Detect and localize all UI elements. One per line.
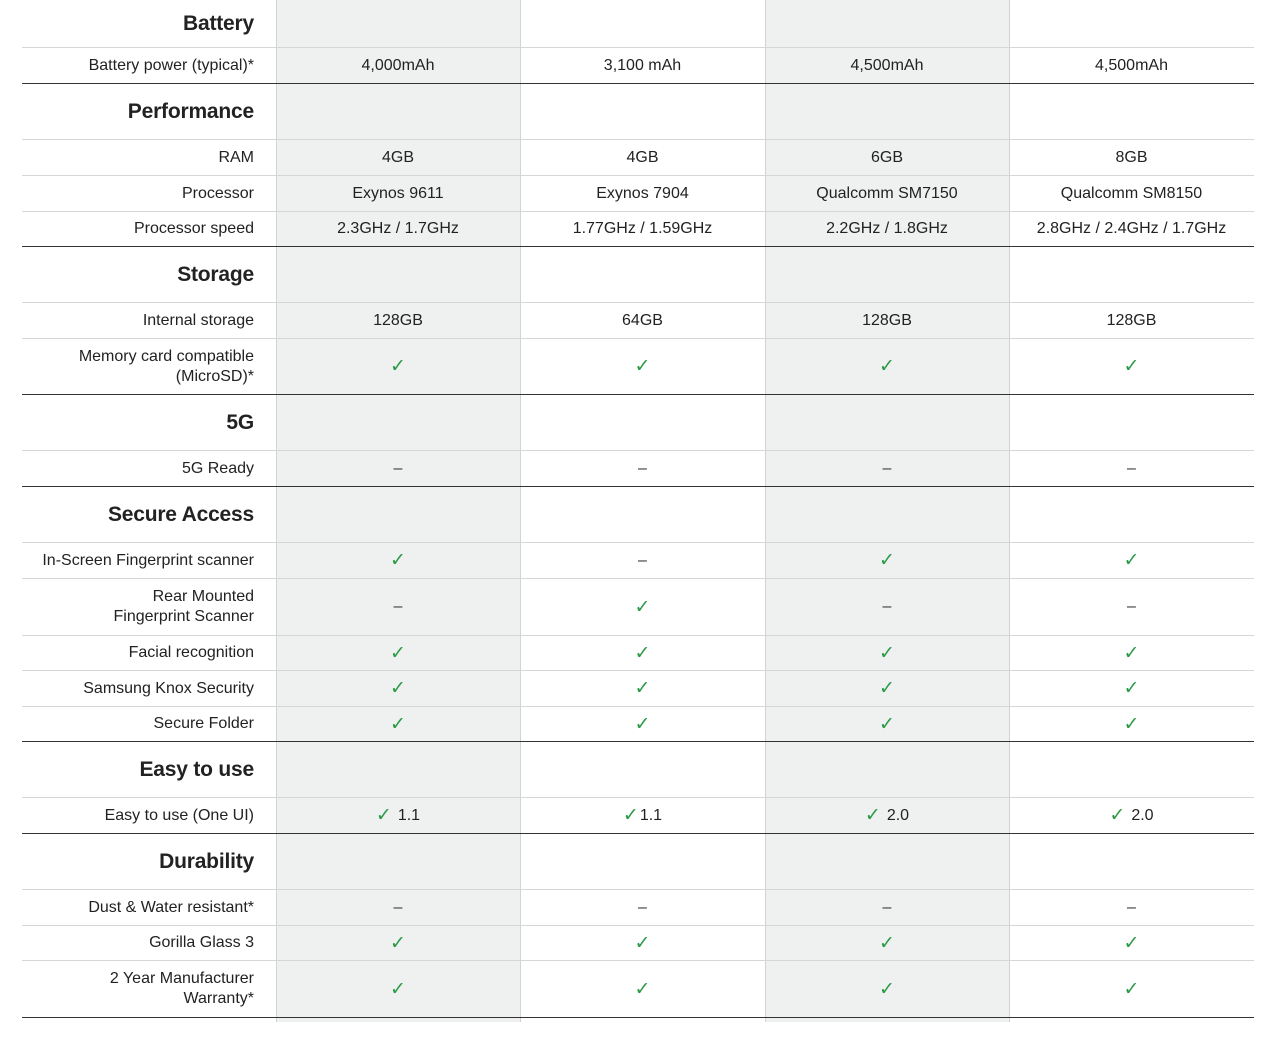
check-icon: ✓ (879, 678, 895, 699)
spec-cell (520, 899, 765, 917)
check-icon: ✓ (1123, 713, 1140, 735)
spec-value: 6GB (870, 148, 903, 166)
spec-label: 5G Ready (181, 459, 254, 477)
spec-cell (1009, 220, 1254, 238)
section-header-performance (22, 84, 1254, 140)
spec-cell (276, 460, 520, 478)
spec-value: 1.77GHz / 1.59GHz (572, 220, 713, 237)
spec-row-dust-water-resistant (22, 890, 1254, 926)
dash-icon: – (882, 898, 892, 916)
spec-value: Qualcomm SM7150 (816, 184, 958, 202)
dash-icon: – (1127, 898, 1136, 916)
spec-cell (276, 932, 520, 955)
check-icon: ✓ (390, 932, 406, 954)
spec-row-facial-recognition (22, 636, 1254, 671)
spec-label: Secure Folder (153, 715, 254, 732)
section-title: Battery (183, 11, 254, 35)
spec-cell (276, 549, 520, 572)
version-text: 2.0 (1131, 806, 1154, 824)
spec-value: 128GB (862, 311, 912, 329)
check-icon: ✓ (1123, 932, 1140, 954)
version-text: 2.0 (886, 806, 910, 824)
spec-row-easy-to-use-one-ui (22, 798, 1254, 834)
spec-row-internal-storage (22, 303, 1254, 339)
version-text: 1.1 (397, 806, 421, 824)
spec-cell (276, 713, 520, 736)
check-icon: ✓ (879, 642, 895, 664)
dash-icon: – (638, 898, 647, 916)
dash-icon: – (1127, 598, 1136, 615)
check-icon: ✓ (879, 550, 895, 571)
check-icon: ✓ (1123, 356, 1140, 377)
spec-cell (520, 149, 765, 167)
dash-icon: – (882, 598, 892, 615)
spec-value: 128GB (1106, 311, 1157, 329)
spec-cell (276, 220, 520, 238)
spec-label: Rear Mounted Fingerprint Scanner (113, 588, 254, 625)
spec-cell (765, 642, 1009, 665)
spec-cell (765, 149, 1009, 167)
spec-cell (765, 899, 1009, 917)
spec-cell (520, 460, 765, 478)
section-title: Durability (159, 849, 254, 873)
spec-value: Qualcomm SM8150 (1060, 184, 1203, 202)
spec-cell (765, 220, 1009, 238)
spec-cell (520, 596, 765, 619)
check-icon: ✓ (634, 978, 651, 1000)
section-title: 5G (226, 410, 254, 434)
check-icon: ✓ (1109, 805, 1126, 826)
dash-icon: – (638, 551, 647, 569)
check-with-version (623, 804, 662, 827)
spec-cell (765, 185, 1009, 203)
spec-cell (765, 355, 1009, 378)
spec-cell (1009, 549, 1254, 572)
check-icon: ✓ (1123, 678, 1140, 699)
spec-cell (520, 220, 765, 238)
check-with-version (1109, 804, 1153, 827)
check-icon: ✓ (634, 678, 651, 699)
check-icon: ✓ (879, 932, 895, 954)
spec-label: Gorilla Glass 3 (149, 934, 254, 951)
spec-cell (520, 932, 765, 955)
section-title: Secure Access (107, 502, 254, 526)
spec-value: Exynos 9611 (352, 184, 444, 202)
check-with-version (865, 804, 909, 827)
spec-label: In-Screen Fingerprint scanner (42, 551, 254, 569)
check-icon: ✓ (634, 713, 651, 735)
check-icon: ✓ (1123, 642, 1140, 664)
dash-icon: – (1127, 459, 1136, 477)
spec-cell (276, 978, 520, 1001)
spec-cell (1009, 713, 1254, 736)
spec-cell (520, 804, 765, 827)
spec-value: 2.2GHz / 1.8GHz (826, 220, 948, 237)
spec-cell (1009, 460, 1254, 478)
spec-cell (520, 978, 765, 1001)
check-icon: ✓ (390, 550, 406, 571)
check-with-version (376, 804, 420, 827)
dash-icon: – (638, 459, 647, 477)
section-header-secure-access (22, 487, 1254, 543)
check-icon: ✓ (390, 978, 406, 1000)
check-icon: ✓ (634, 932, 651, 954)
section-header-battery (22, 0, 1254, 48)
spec-label: Samsung Knox Security (83, 679, 254, 697)
check-icon: ✓ (390, 356, 406, 377)
spec-label: Easy to use (One UI) (104, 806, 254, 824)
spec-cell (1009, 185, 1254, 203)
check-icon: ✓ (634, 642, 651, 664)
spec-cell (1009, 598, 1254, 616)
spec-cell (276, 899, 520, 917)
spec-cell (765, 932, 1009, 955)
spec-row-battery-power-typical (22, 48, 1254, 84)
spec-value: 4GB (381, 148, 414, 166)
spec-value: 4,500mAh (850, 56, 924, 74)
spec-row-processor (22, 176, 1254, 212)
spec-row-memory-card-compatible-microsd (22, 339, 1254, 395)
spec-cell (520, 312, 765, 330)
spec-value: Exynos 7904 (596, 184, 689, 202)
spec-cell (1009, 642, 1254, 665)
spec-row-samsung-knox-security (22, 671, 1254, 707)
section-header-easy-to-use (22, 742, 1254, 798)
spec-row-2-year-manufacturer-warranty (22, 961, 1254, 1018)
spec-row-ram (22, 140, 1254, 176)
spec-cell (1009, 57, 1254, 75)
spec-row-rear-mounted-fingerprint-scanner (22, 579, 1254, 636)
check-icon: ✓ (634, 596, 651, 618)
spec-label: Processor speed (133, 220, 254, 237)
spec-label: RAM (218, 148, 254, 166)
spec-row-processor-speed (22, 212, 1254, 247)
dash-icon: – (393, 598, 403, 615)
spec-value: 4GB (626, 148, 659, 166)
section-header-storage (22, 247, 1254, 303)
spec-cell (276, 642, 520, 665)
section-header-5g (22, 395, 1254, 451)
check-icon: ✓ (879, 713, 895, 735)
spec-cell (276, 149, 520, 167)
spec-cell (276, 598, 520, 616)
check-icon: ✓ (390, 642, 406, 664)
spec-cell (765, 460, 1009, 478)
dash-icon: – (393, 459, 403, 477)
check-icon: ✓ (390, 713, 406, 735)
spec-cell (520, 185, 765, 203)
spec-cell (765, 713, 1009, 736)
spec-value: 2.8GHz / 2.4GHz / 1.7GHz (1036, 220, 1227, 237)
spec-cell (276, 677, 520, 700)
section-title: Performance (127, 99, 254, 123)
spec-label: Processor (181, 184, 254, 202)
spec-row-in-screen-fingerprint-scanner (22, 543, 1254, 579)
spec-cell (1009, 899, 1254, 917)
section-title: Easy to use (139, 757, 254, 781)
spec-value: 3,100 mAh (603, 56, 682, 74)
spec-comparison-table (22, 0, 1254, 1018)
dash-icon: – (393, 898, 403, 916)
check-icon: ✓ (879, 356, 895, 377)
spec-cell (765, 677, 1009, 700)
spec-label: Facial recognition (128, 644, 254, 661)
spec-cell (1009, 149, 1254, 167)
spec-cell (1009, 677, 1254, 700)
spec-value: 2.3GHz / 1.7GHz (337, 220, 459, 237)
section-title: Storage (177, 262, 254, 286)
spec-value: 4,500mAh (1095, 56, 1168, 74)
spec-label: Internal storage (142, 311, 254, 329)
spec-cell (1009, 932, 1254, 955)
spec-cell (1009, 804, 1254, 827)
spec-cell (1009, 312, 1254, 330)
spec-cell (765, 57, 1009, 75)
spec-cell (520, 57, 765, 75)
spec-value: 128GB (373, 311, 423, 329)
check-icon: ✓ (634, 356, 651, 377)
check-icon: ✓ (375, 805, 392, 826)
spec-cell (276, 804, 520, 827)
spec-label: Memory card compatible (MicroSD)* (78, 347, 254, 385)
check-icon: ✓ (390, 678, 406, 699)
spec-cell (276, 355, 520, 378)
spec-cell (765, 804, 1009, 827)
spec-cell (765, 978, 1009, 1001)
check-icon: ✓ (879, 978, 895, 1000)
spec-row-gorilla-glass-3 (22, 926, 1254, 961)
spec-cell (765, 549, 1009, 572)
spec-cell (276, 312, 520, 330)
spec-value: 8GB (1115, 148, 1148, 166)
spec-label: Battery power (typical)* (88, 56, 254, 74)
spec-cell (276, 185, 520, 203)
spec-label: 2 Year Manufacturer Warranty* (109, 970, 254, 1007)
spec-cell (520, 713, 765, 736)
check-icon: ✓ (1123, 550, 1140, 571)
check-icon: ✓ (622, 805, 639, 826)
spec-cell (520, 355, 765, 378)
spec-cell (1009, 355, 1254, 378)
version-text: 1.1 (639, 806, 663, 824)
check-icon: ✓ (1123, 978, 1140, 1000)
spec-cell (520, 642, 765, 665)
spec-row-secure-folder (22, 707, 1254, 742)
spec-cell (1009, 978, 1254, 1001)
spec-cell (520, 552, 765, 570)
spec-value: 4,000mAh (361, 56, 435, 74)
spec-cell (520, 677, 765, 700)
spec-cell (765, 598, 1009, 616)
spec-row-5g-ready (22, 451, 1254, 487)
spec-cell (765, 312, 1009, 330)
section-header-durability (22, 834, 1254, 890)
spec-cell (276, 57, 520, 75)
check-icon: ✓ (864, 805, 881, 826)
spec-value: 64GB (622, 311, 663, 329)
dash-icon: – (882, 459, 892, 477)
spec-label: Dust & Water resistant* (88, 898, 254, 916)
